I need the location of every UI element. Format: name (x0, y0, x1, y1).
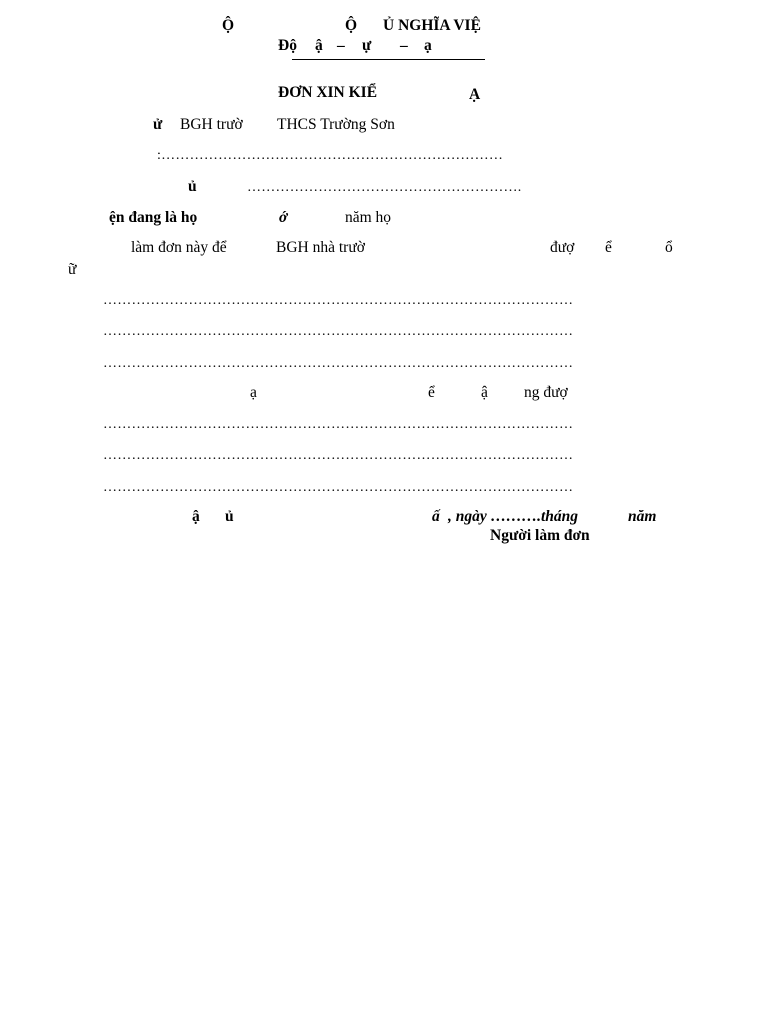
parent-name-field: …………………………………………………. (247, 180, 522, 195)
wish-text-1: ạ (250, 384, 257, 401)
request-text-3: đượ (550, 239, 575, 256)
reason-line: ……………………………………………………………………………………… (103, 356, 574, 371)
student-name-field: :……………………………………………………………… (157, 148, 504, 163)
motto-underline (292, 59, 485, 60)
wish-line: ……………………………………………………………………………………… (103, 448, 574, 463)
wish-text-3: ậ (481, 384, 488, 401)
request-text-4: ể (605, 239, 612, 256)
form-title-part-1: ĐƠN XIN KIỂ (278, 84, 378, 101)
motto-part-4: ự (362, 37, 372, 54)
parent-name-label: ủ (188, 178, 197, 195)
recipient-school: THCS Trường Sơn (277, 116, 395, 133)
parent-signature-label-2: ủ (225, 508, 234, 525)
status-year: năm họ (345, 209, 392, 226)
request-continuation: ữ (68, 261, 77, 278)
national-header-part-2: Ộ (345, 17, 358, 34)
status-text: ện đang là họ (109, 209, 198, 226)
reason-line: ……………………………………………………………………………………… (103, 293, 574, 308)
national-header-part-3: Ủ NGHĨA VIỆ (383, 17, 481, 34)
parent-signature-label-1: ậ (192, 508, 200, 525)
request-text-2: BGH nhà trườ (276, 239, 365, 256)
motto-part-5: – (400, 37, 408, 54)
status-class-mark: ớ (279, 209, 288, 226)
recipient-board: BGH trườ (180, 116, 243, 133)
date-place-mark: ấ (432, 508, 440, 525)
recipient-label: ử (153, 116, 163, 133)
date-day-month: , ngày ……….tháng (448, 508, 579, 525)
date-year: năm (628, 508, 657, 525)
reason-line: ……………………………………………………………………………………… (103, 324, 574, 339)
wish-text-2: ể (428, 384, 435, 401)
national-header-part-1: Ộ (222, 17, 235, 34)
motto-part-2: ậ (315, 37, 323, 54)
motto-part-1: Độ (278, 37, 297, 54)
wish-line: ……………………………………………………………………………………… (103, 480, 574, 495)
wish-line: ……………………………………………………………………………………… (103, 417, 574, 432)
request-text-1: làm đơn này để (131, 239, 227, 256)
form-title-part-2: Ạ (469, 86, 481, 103)
wish-text-4: ng đượ (524, 384, 568, 401)
request-text-5: ổ (665, 239, 673, 256)
applicant-signature-label: Người làm đơn (490, 527, 590, 544)
motto-part-6: ạ (424, 37, 432, 54)
motto-part-3: – (337, 37, 345, 54)
